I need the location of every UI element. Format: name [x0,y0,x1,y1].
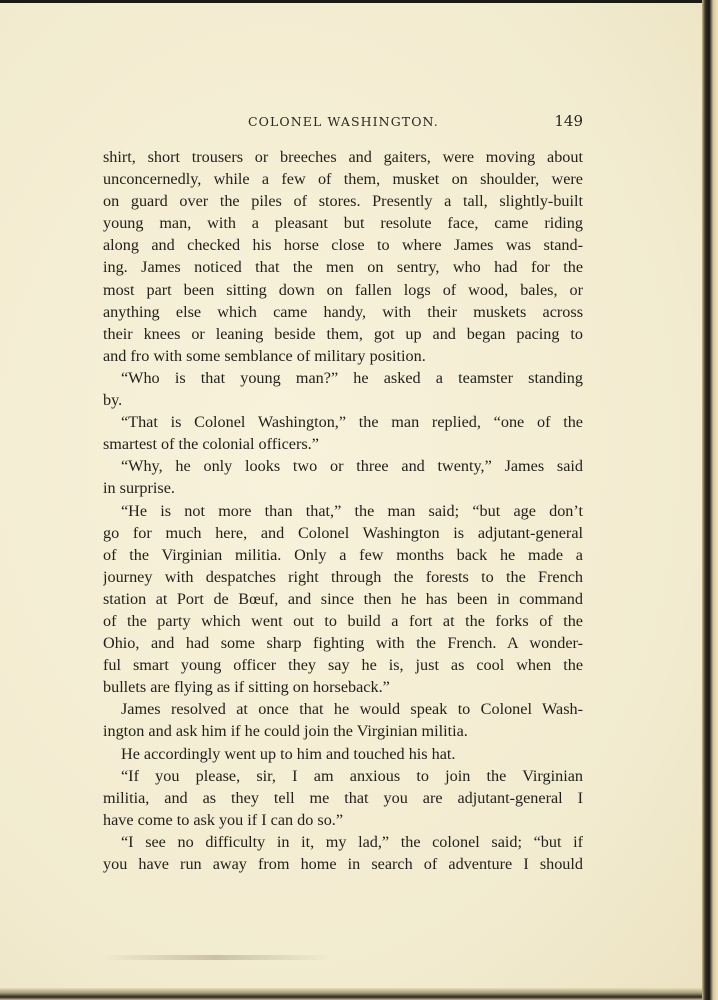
text-line: shirt, short trousers or breeches and gaiters, were moving about [103,148,583,166]
text-line: and fro with some semblance of military position. [103,346,426,365]
text-line: “He is not more than that,” the man said; “but age don’t [121,501,583,520]
bottom-page-edge [0,988,702,1000]
text-line: “If you please, sir, I am anxious to join the Virginian [121,766,583,785]
body-text [103,146,583,875]
text-line: most part been sitting down on fallen logs of wood, bales, or [103,280,583,299]
text-line: smartest of the colonial officers.” [103,435,319,454]
text-line: you have run away from home in search of adventure I should [103,855,583,873]
text-line: on guard over the piles of stores. Presently a tall, slightly-built [103,192,583,211]
top-border [0,0,702,3]
text-line: Ohio, and had some sharp fighting with the French. A wonder- [103,634,583,653]
text-line: by. [103,391,123,410]
text-line: have come to ask you if I can do so.” [103,810,344,829]
page-number: 149 [554,112,583,130]
text-line: in surprise. [103,479,175,498]
text-line: “That is Colonel Washington,” the man replied, “one of the [121,413,583,432]
book-spine-edge [702,0,718,1000]
text-line: anything else which came handy, with their muskets across [103,302,583,321]
text-line: go for much here, and Colonel Washington is adjutant-general [103,523,583,542]
text-line: ing. James noticed that the men on sentry, who had for the [103,258,583,277]
text-line: He accordingly went up to him and touched his hat. [121,744,456,763]
running-head: COLONEL WASHINGTON. [248,114,439,129]
text-line: station at Port de Bœuf, and since then he has been in command [103,589,583,608]
text-line: of the party which went out to build a fort at the forks of the [103,611,583,630]
text-line: unconcernedly, while a few of them, musket on shoulder, were [103,170,583,189]
text-line: “Why, he only looks two or three and twenty,” James said [121,457,583,476]
text-line: journey with despatches right through the forests to the French [103,567,583,586]
text-line: militia, and as they tell me that you are adjutant-general I [103,788,583,807]
text-line: their knees or leaning beside them, got up and began pacing to [103,324,583,343]
text-line: ington and ask him if he could join the Virginian militia. [103,722,468,741]
page-header [103,112,583,132]
text-line: bullets are flying as if sitting on horseback.” [103,678,390,697]
text-line: along and checked his horse close to where James was stand- [103,236,583,255]
text-line: of the Virginian militia. Only a few months back he made a [103,545,583,564]
text-line: ful smart young officer they say he is, just as cool when the [103,656,583,675]
text-line: young man, with a pleasant but resolute face, came riding [103,214,583,233]
text-line: James resolved at once that he would speak to Colonel Wash- [121,700,583,719]
text-line: “Who is that young man?” he asked a teamster standing [121,368,583,387]
text-line: “I see no difficulty in it, my lad,” the colonel said; “but if [121,832,583,851]
paper-smudge [100,955,330,960]
